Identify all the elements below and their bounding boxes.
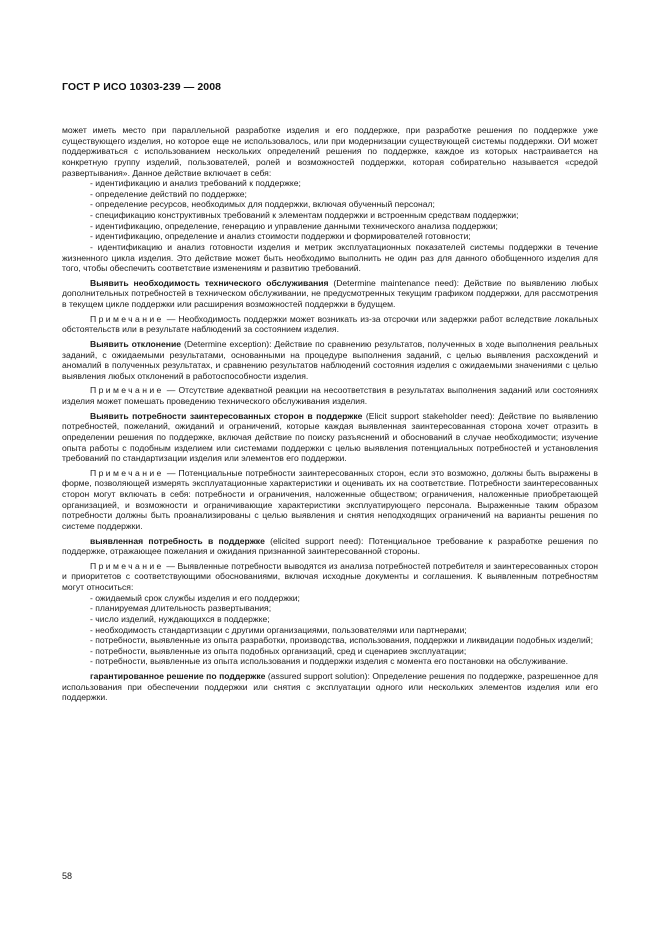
list-item: - идентификацию и анализ требований к поддержке; — [90, 178, 301, 189]
note — [62, 561, 598, 593]
note — [62, 468, 598, 532]
note-text: — Потенциальные потребности заинтересованных сторон, если это возможно, должны быть выражены в форме, позволяющей измерять эксплуатационные характеристики и оценивать их на соответствие. Потребности заинтересованных сторон могут включать в себя: потребности и ограничения, наложенные обществом; ограничения, наложенные приобретающей организацией, и возможности и ограничивающие характеристики эксплуатирующего персонала. Выраженные таким образом потребности должны быть проанализированы с целью выявления и снятия неподходящих ограничений на варианты решения по системе поддержки. — [62, 467, 598, 531]
definition-maintenance-need — [62, 278, 598, 310]
note-text: — Необходимость поддержки может возникать из-за отсрочки или задержки работ вследствие локальных обстоятельств или в результате наблюдений за состоянием изделия. — [62, 313, 598, 335]
list-item: - спецификацию конструктивных требований к элементам поддержки и встроенным средствам поддержки; — [90, 210, 519, 220]
list-item: - идентификацию, определение, генерацию и управление данными технического анализа поддержки; — [90, 220, 498, 231]
document-body — [62, 125, 598, 703]
term: Выявить потребности заинтересованных сторон в поддержке — [90, 410, 363, 421]
list-item: - определение действий по поддержке; — [90, 188, 247, 199]
definition-text: (Elicit support stakeholder need): Действие по выявлению потребностей, пожеланий, ожиданий и ограничений, которые каждая выявленная заинтересованная сторона хочет отразить в определении решения по поддержке, включая действие по поиску разъяснений и обоснований в случае необходимости; изучение опыта работы с подобным изделием или системами поддержки с целью выявления потенциальных потребностей и установления требований по стандартизации изделия или элементов его поддержки. — [62, 410, 598, 464]
definition-text: (Determine exception): Действие по сравнению результатов, полученных в ходе выполнения реальных заданий, с ожидаемыми результатами, основанными на процедуре выполнения заданий, с целью выявления расхождений и аномалий в полученных результатах, и сравнению результатов наблюдений состояния изделия с ожидаемыми значениями с целью выявления любых отклонений в работоспособности изделия. — [62, 338, 598, 381]
list-item: - ожидаемый срок службы изделия и его поддержки; — [90, 592, 300, 603]
note — [62, 314, 598, 335]
definition-text: (assured support solution): Определение решения по поддержке, разрешенное для использования при обеспечении поддержки или снятия с эксплуатации одного или нескольких элементов изделия или его поддержки. — [62, 671, 598, 703]
note-text: — Отсутствие адекватной реакции на несоответствия в результатах выполнения заданий или состояниях изделия может помешать проведению технического обслуживания изделия. — [62, 385, 598, 406]
term: Выявить необходимость технического обслуживания — [90, 277, 329, 288]
list-item: - число изделий, нуждающихся в поддержке; — [90, 613, 270, 624]
note — [62, 385, 598, 406]
definition-elicited-support-need — [62, 536, 598, 557]
term: гарантированное решение по поддержке — [90, 671, 266, 681]
note-label: Примечание — [90, 560, 164, 571]
term: выявленная потребность в поддержке — [90, 535, 265, 546]
list-item: - определение ресурсов, необходимых для поддержки, включая обученный персонал; — [90, 199, 435, 210]
note-label: Примечание — [90, 385, 164, 396]
definition-assured-support-solution — [62, 671, 598, 703]
list-item: - необходимость стандартизации с другими организациями, пользователями или партнерами; — [90, 624, 467, 635]
note-text: — Выявленные потребности выводятся из анализа потребностей потребителя и заинтересованных сторон и приоритетов с соответствующими обоснованиями, включая исходные документы и соглашения. К выявленным потребностям могут относиться: — [62, 560, 598, 592]
page-number: 58 — [62, 871, 73, 881]
note-label: Примечание — [90, 313, 164, 324]
definition-text: (Determine maintenance need): Действие по выявлению любых дополнительных потребностей в техническом обслуживании, не предусмотренных текущим графиком поддержки, для рассмотрения в текущем цикле поддержки или расширения возможностей поддержки в будущем. — [62, 277, 598, 309]
note-label: Примечание — [90, 467, 164, 478]
list-item: - планируемая длительность развертывания; — [90, 603, 272, 614]
list-item-long: - идентификацию и анализ готовности изделия и метрик эксплуатационных показателей системы поддержки в течение жизненного цикла изделия. Это действие может быть необходимо выполнить не один раз для данного обобщенного изделия для того, чтобы обеспечить соответствие изменениям и развитию требований. — [62, 241, 598, 274]
list-item-long: - потребности, выявленные из опыта разработки, производства, использования, поддержки и ликвидации подобных изделий; — [90, 635, 593, 646]
list-item-long: - потребности, выявленные из опыта использования и поддержки изделия с момента его постановки на обслуживание. — [90, 656, 569, 667]
list-item: - потребности, выявленные из опыта подобных организаций, сред и сценариев эксплуатации; — [90, 645, 467, 656]
document-header: ГОСТ Р ИСО 10303-239 — 2008 — [62, 81, 222, 93]
definition-text: (elicited support need): Потенциальное требование к разработке решения по поддержке, отражающее пожелания и ожидания признанной заинтересованной стороны. — [62, 535, 598, 557]
definition-stakeholder-need — [62, 411, 598, 464]
term: Выявить отклонение — [90, 338, 182, 349]
definition-exception — [62, 339, 598, 382]
list-item: - идентификацию, определение и анализ стоимости поддержки и формирователей готовности; — [90, 231, 471, 242]
paragraph-continuation: может иметь место при параллельной разработке изделия и его поддержке, при разработке решения по поддержке уже существующего изделия, но которое еще не использовалось, или при модернизации существующей системы поддержки. ОИ может поддерживаться с использованием нескольких определений решения по поддержке, каждое из которых настраивается на конкретную группу изделий, пользователей, ролей и возможностей поддержки, которая собирательно называется «средой развертывания». Данное действие включает в себя: — [62, 125, 598, 178]
